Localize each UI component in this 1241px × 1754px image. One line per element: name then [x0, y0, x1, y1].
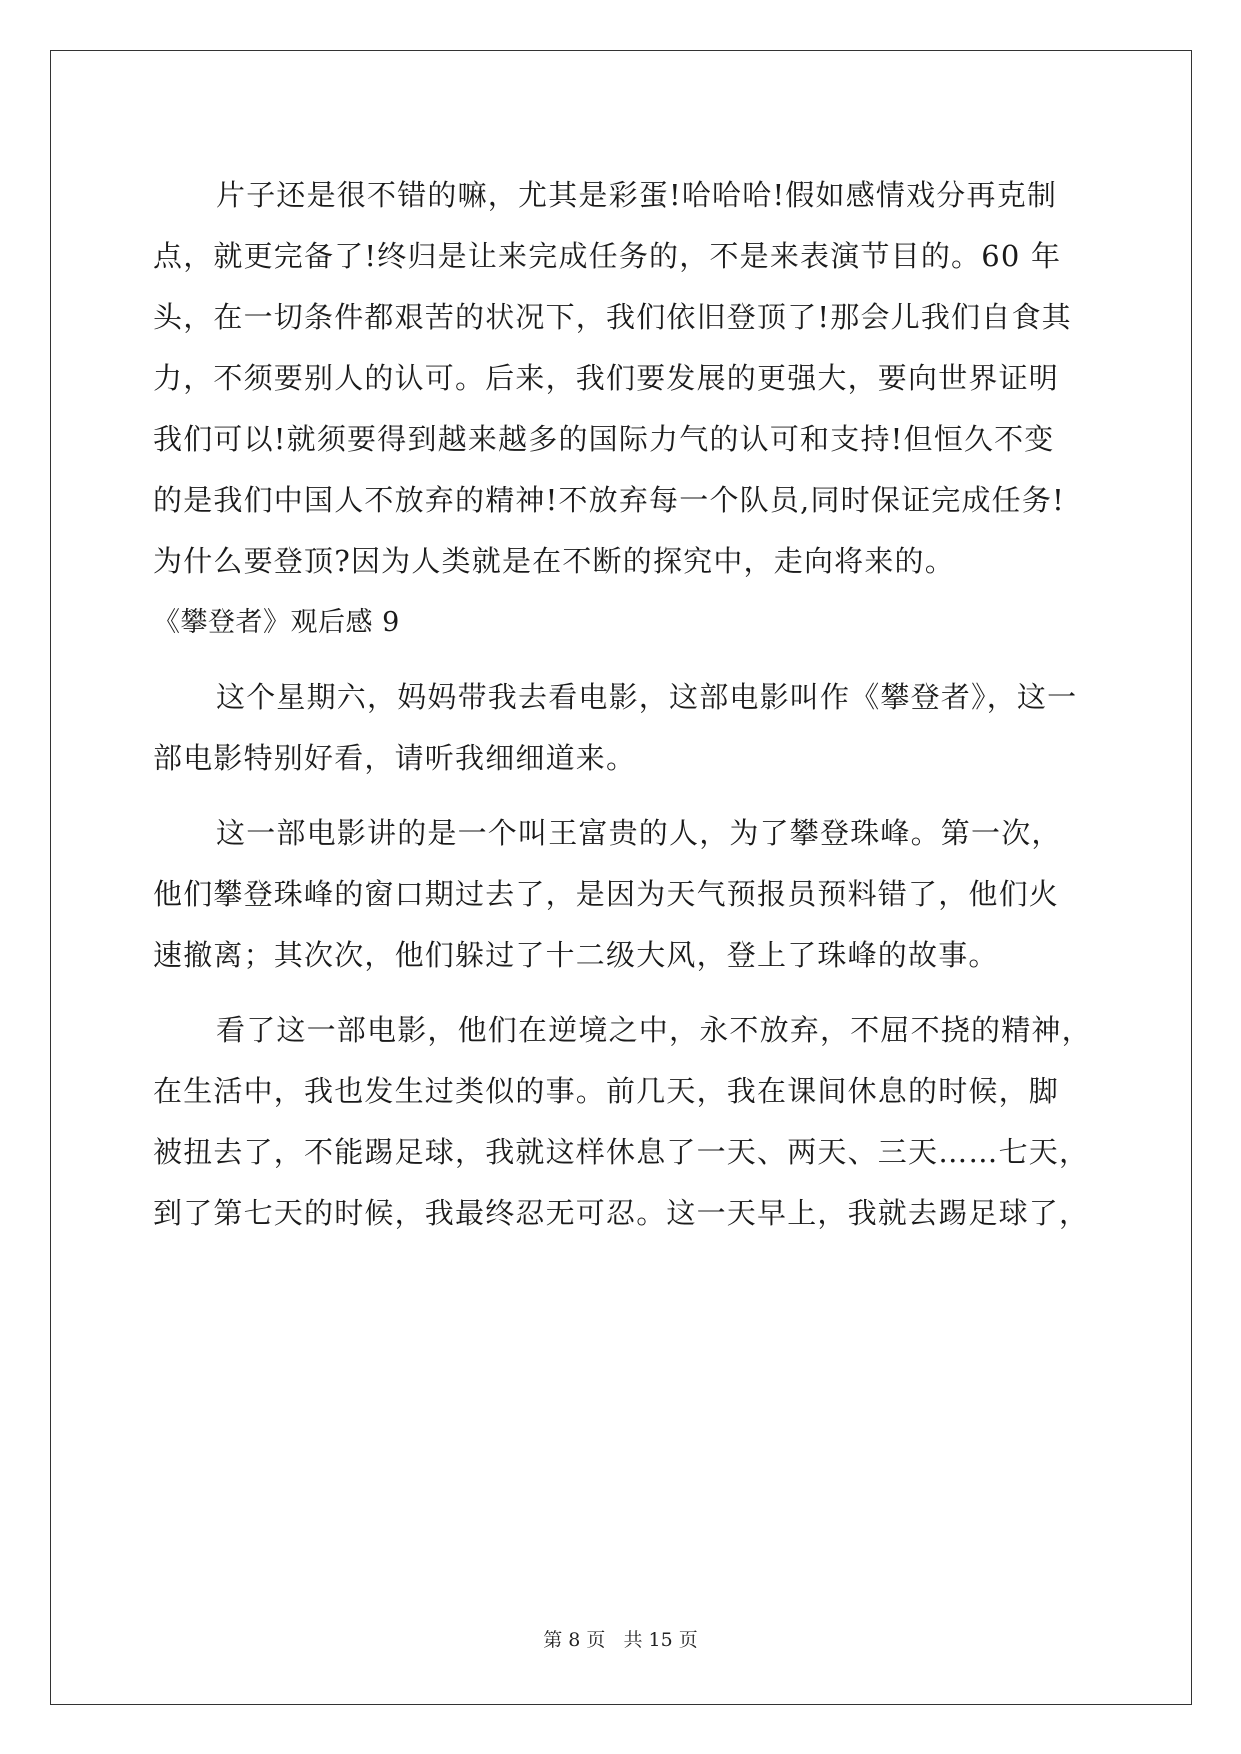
- text-line: 头，在一切条件都艰苦的状况下，我们依旧登顶了!那会儿我们自食其: [153, 300, 1072, 334]
- paragraph: [153, 165, 1093, 592]
- paragraph: [153, 1000, 1093, 1244]
- page-footer: [0, 1625, 1241, 1652]
- text-line: 到了第七天的时候，我最终忍无可忍。这一天早上，我就去踢足球了，: [153, 1196, 1090, 1230]
- text-line: 为什么要登顶?因为人类就是在不断的探究中，走向将来的。: [153, 544, 955, 578]
- text-line: 被扭去了，不能踢足球，我就这样休息了一天、两天、三天……七天，: [153, 1135, 1090, 1169]
- text-line: 的是我们中国人不放弃的精神!不放弃每一个队员,同时保证完成任务!: [153, 483, 1065, 517]
- text-line: 这一部电影讲的是一个叫王富贵的人，为了攀登珠峰。第一次，: [216, 816, 1062, 850]
- paragraph: [153, 803, 1093, 986]
- document-body: [153, 165, 1093, 1244]
- text-line: 他们攀登珠峰的窗口期过去了，是因为天气预报员预料错了，他们火: [153, 877, 1060, 911]
- text-line: 看了这一部电影，他们在逆境之中，永不放弃，不屈不挠的精神，: [216, 1013, 1092, 1047]
- text-line: 这个星期六，妈妈带我去看电影，这部电影叫作《攀登者》，这一: [216, 680, 1078, 714]
- paragraph: [153, 667, 1093, 789]
- text-line: 我们可以!就须要得到越来越多的国际力气的认可和支持!但恒久不变: [153, 422, 1055, 456]
- text-line: 部电影特别好看，请听我细细道来。: [153, 741, 637, 775]
- text-line: 力，不须要别人的认可。后来，我们要发展的更强大，要向世界证明: [153, 361, 1060, 395]
- text-line: 在生活中，我也发生过类似的事。前几天，我在课间休息的时候，脚: [153, 1074, 1060, 1108]
- page-total: 共 15 页: [623, 1629, 698, 1651]
- page-number: 第 8 页: [543, 1629, 606, 1651]
- section-heading: 《攀登者》观后感 9: [153, 607, 400, 638]
- text-line: 点，就更完备了!终归是让来完成任务的，不是来表演节目的。60 年: [153, 239, 1062, 273]
- text-line: 片子还是很不错的嘛，尤其是彩蛋!哈哈哈!假如感情戏分再克制: [216, 178, 1058, 212]
- text-line: 速撤离；其次次，他们躲过了十二级大风，登上了珠峰的故事。: [153, 938, 999, 972]
